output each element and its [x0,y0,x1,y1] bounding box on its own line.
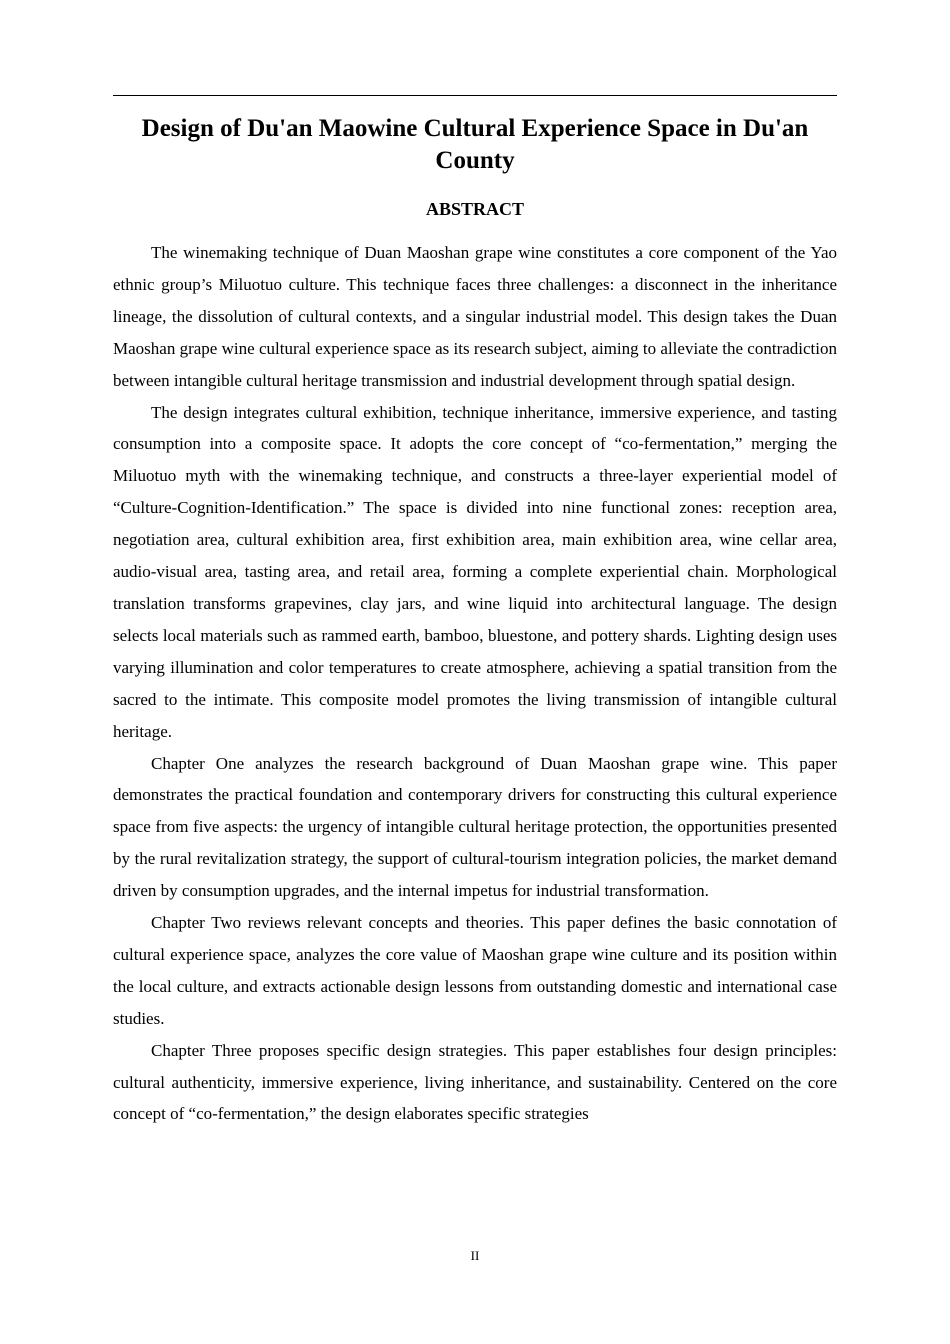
abstract-paragraph: Chapter Two reviews relevant concepts and theories. This paper defines the basic connotation of cultural experience space, analyzes the core value of Maoshan grape wine culture and its position within the local culture, and extracts actionable design lessons from outstanding domestic and international case studies. [113,913,837,1028]
abstract-heading: ABSTRACT [425,199,525,219]
abstract-paragraph: Chapter Three proposes specific design strategies. This paper establishes four design principles: cultural authenticity, immersive experience, living inheritance, and sustainability. Centered on the core concept of “co-fermentation,” the design elaborates specific strategies [113,1040,837,1124]
abstract-body [113,237,837,1130]
abstract-paragraph: The winemaking technique of Duan Maoshan grape wine constitutes a core component of the Yao ethnic group’s Miluotuo culture. This technique faces three challenges: a disconnect in the inheritance lineage, the dissolution of cultural contexts, and a singular industrial model. This design takes the Duan Maoshan grape wine cultural experience space as its research subject, aiming to alleviate the contradiction between intangible cultural heritage transmission and industrial development through spatial design. [113,243,837,390]
abstract-paragraph: The design integrates cultural exhibition, technique inheritance, immersive experience, and tasting consumption into a composite space. It adopts the core concept of “co-fermentation,” merging the Miluotuo myth with the winemaking technique, and constructs a three-layer experiential model of “Culture-Cognition-Identification.” The space is divided into nine functional zones: reception area, negotiation area, cultural exhibition area, first exhibition area, main exhibition area, wine cellar area, audio-visual area, tasting area, and retail area, forming a complete experiential chain. Morphological translation transforms grapevines, clay jars, and wine liquid into architectural language. The design selects local materials such as rammed earth, bamboo, bluestone, and pottery shards. Lighting design uses varying illumination and color temperatures to create atmosphere, achieving a spatial transition from the sacred to the intimate. This composite model promotes the living transmission of intangible cultural heritage. [113,402,837,741]
abstract-paragraph: Chapter One analyzes the research background of Duan Maoshan grape wine. This paper demonstrates the practical foundation and contemporary drivers for constructing this cultural experience space from five aspects: the urgency of intangible cultural heritage protection, the opportunities presented by the rural revitalization strategy, the support of cultural-tourism integration policies, the market demand driven by consumption upgrades, and the internal impetus for industrial transformation. [113,753,837,901]
document-title: Design of Du'an Maowine Cultural Experience Space in Du'an County [141,115,809,174]
header-rule [113,95,837,96]
page-number: II [470,1248,480,1263]
